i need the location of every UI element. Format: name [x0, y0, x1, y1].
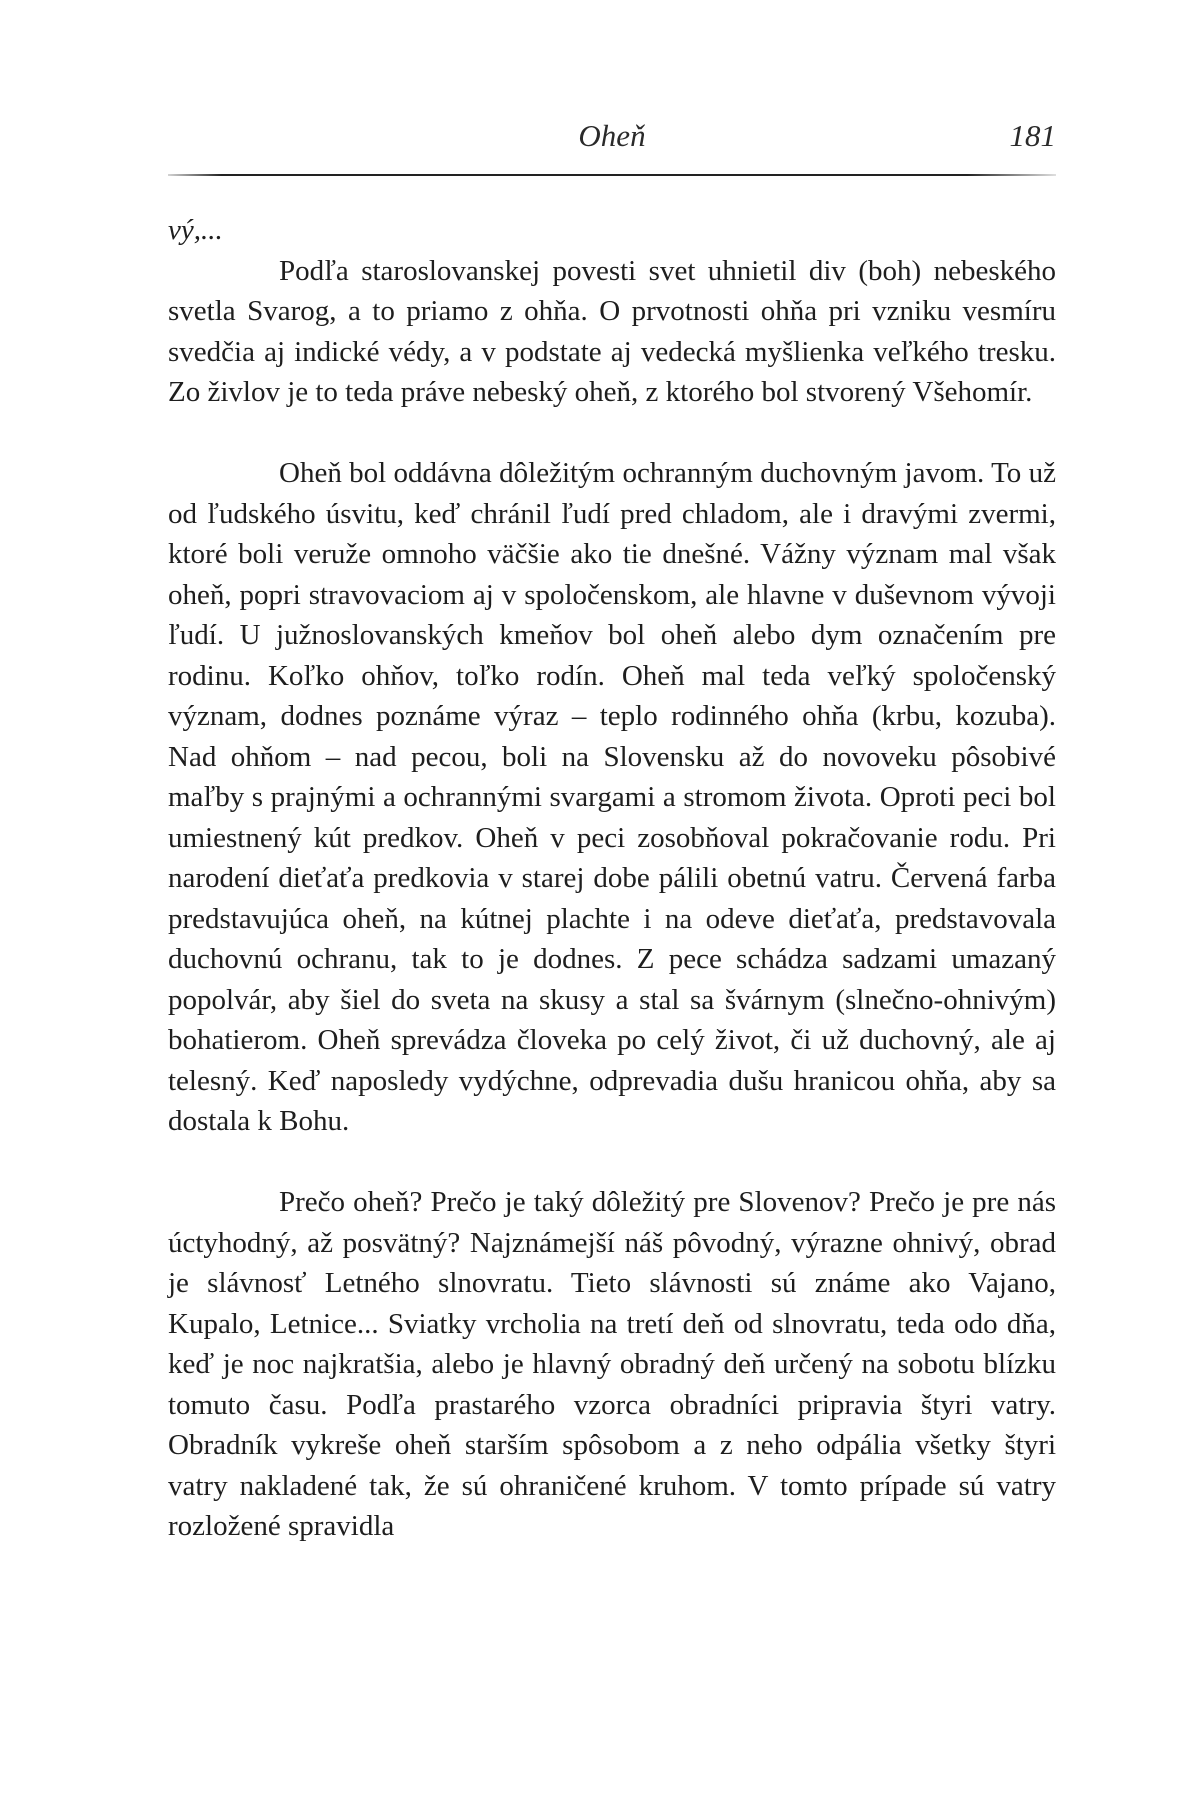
body-text	[168, 210, 1056, 1547]
header-rule	[168, 174, 1056, 176]
running-title: Oheň	[578, 118, 646, 153]
page-number: 181	[1009, 118, 1056, 153]
paragraph-2: Oheň bol oddávna dôležitým ochranným duchovným javom. To už od ľudského úsvitu, keď chránil ľudí pred chladom, ale i dravými zvermi, ktoré boli veruže omnoho väčšie ako tie dnešné. Vážny význam mal však oheň, popri stravovaciom aj v spoločenskom, ale hlavne v duševnom vývoji ľudí. U južnoslovanských kmeňov bol oheň alebo dym označením pre rodinu. Koľko ohňov, toľko rodín. Oheň mal teda veľký spoločenský význam, dodnes poznáme výraz – teplo rodinného ohňa (krbu, kozuba). Nad ohňom – nad pecou, boli na Slovensku až do novoveku pôsobivé maľby s prajnými a ochrannými svargami a stromom života. Oproti peci bol umiestnený kút predkov. Oheň v peci zosobňoval pokračovanie rodu. Pri narodení dieťaťa predkovia v starej dobe pálili obetnú vatru. Červená farba predstavujúca oheň, na kútnej plachte i na odeve dieťaťa, predstavovala duchovnú ochranu, tak to je dodnes. Z pece schádza sadzami umazaný popolvár, aby šiel do sveta na skusy a stal sa švárnym (slnečno-ohnivým) bohatierom. Oheň sprevádza človeka po celý život, či už duchovný, ale aj telesný. Keď naposledy vydýchne, odprevadia dušu hranicou ohňa, aby sa dostala k Bohu.	[168, 457, 1056, 1137]
paragraph-gap	[168, 1142, 1056, 1183]
paragraph-1: Podľa staroslovanskej povesti svet uhnietil div (boh) nebeského svetla Svarog, a to priamo z ohňa. O prvotnosti ohňa pri vzniku vesmíru svedčia aj indické védy, a v podstate aj vedecká myšlienka veľkého tresku. Zo živlov je to teda práve nebeský oheň, z ktorého bol stvorený Všehomír.	[168, 254, 1056, 408]
paragraph-3: Prečo oheň? Prečo je taký dôležitý pre Slovenov? Prečo je pre nás úctyhodný, až posvätný? Najznámejší náš pôvodný, výrazne ohnivý, obrad je slávnosť Letného slnovratu. Tieto slávnosti sú známe ako Vajano, Kupalo, Letnice... Sviatky vrcholia na tretí deň od slnovratu, teda odo dňa, keď je noc najkratšia, alebo je hlavný obradný deň určený na sobotu blízku tomuto času. Podľa prastarého vzorca obradníci pripravia štyri vatry. Obradník vykreše oheň starším spôsobom a z neho odpália všetky štyri vatry nakladené tak, že sú ohraničené kruhom. V tomto prípade sú vatry rozložené spravidla	[168, 1186, 1056, 1542]
continuation-line: vý,...	[168, 214, 223, 246]
page-header	[168, 118, 1056, 162]
paragraph-gap	[168, 413, 1056, 454]
